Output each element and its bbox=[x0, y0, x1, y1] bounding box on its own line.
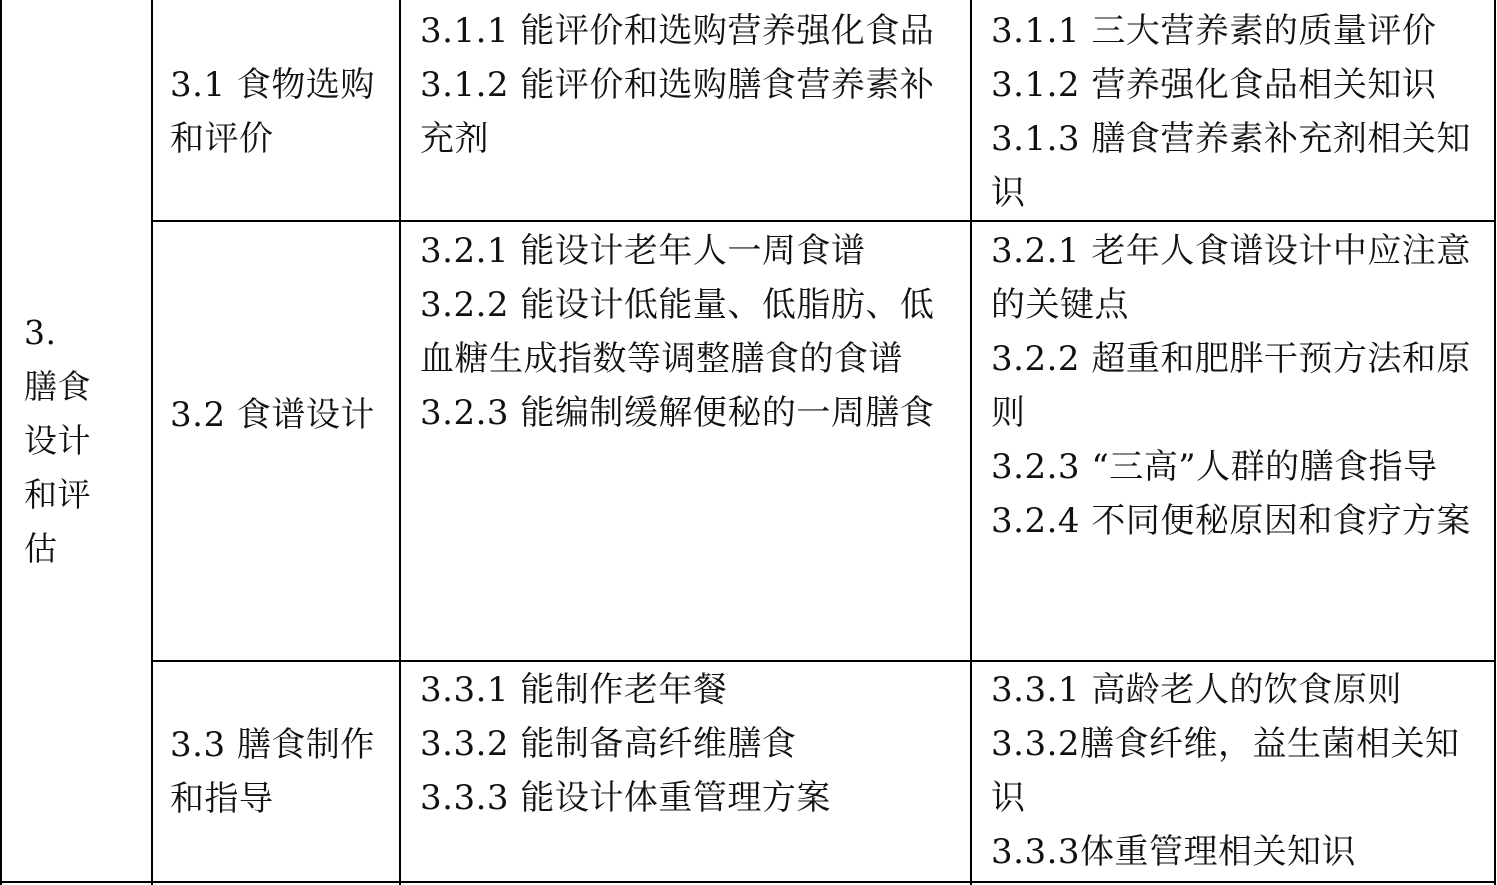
knowledge-item: 3.1.2 营养强化食品相关知识 bbox=[991, 65, 1437, 105]
table-border-left bbox=[0, 0, 2, 885]
section-title: 3.1 食物选购和评价 bbox=[170, 65, 375, 159]
skill-item: 3.1.2 能评价和选购膳食营养素补充剂 bbox=[420, 65, 935, 159]
knowledge-cell bbox=[991, 4, 1481, 220]
table-border-bottom bbox=[0, 881, 1496, 883]
skill-item: 3.3.3 能设计体重管理方案 bbox=[420, 778, 831, 818]
skill-item: 3.2.3 能编制缓解便秘的一周膳食 bbox=[420, 393, 935, 433]
category-cell bbox=[24, 306, 124, 576]
skill-item: 3.2.2 能设计低能量、低脂肪、低血糖生成指数等调整膳食的食谱 bbox=[420, 285, 935, 379]
row-divider-2 bbox=[151, 660, 1496, 662]
knowledge-item: 3.3.2膳食纤维，益生菌相关知识 bbox=[991, 724, 1460, 818]
skills-cell bbox=[420, 4, 955, 166]
knowledge-item: 3.1.1 三大营养素的质量评价 bbox=[991, 11, 1437, 51]
knowledge-item: 3.3.1 高龄老人的饮食原则 bbox=[991, 670, 1402, 710]
knowledge-item: 3.1.3 膳食营养素补充剂相关知识 bbox=[991, 119, 1471, 213]
skill-item: 3.2.1 能设计老年人一周食谱 bbox=[420, 231, 866, 271]
knowledge-cell bbox=[991, 663, 1481, 879]
category-line: 设计 bbox=[24, 421, 91, 460]
column-divider-2 bbox=[399, 0, 401, 885]
skills-cell bbox=[420, 663, 955, 825]
knowledge-item: 3.2.4 不同便秘原因和食疗方案 bbox=[991, 501, 1471, 541]
skill-item: 3.3.2 能制备高纤维膳食 bbox=[420, 724, 797, 764]
table-border-right bbox=[1494, 0, 1496, 885]
knowledge-item: 3.2.1 老年人食谱设计中应注意的关键点 bbox=[991, 231, 1471, 325]
row-divider-1 bbox=[151, 220, 1496, 222]
knowledge-item: 3.2.3 “三高”人群的膳食指导 bbox=[991, 447, 1438, 487]
column-divider-3 bbox=[970, 0, 972, 885]
knowledge-item: 3.2.2 超重和肥胖干预方法和原则 bbox=[991, 339, 1471, 433]
section-title: 3.2 食谱设计 bbox=[170, 395, 375, 435]
skill-item: 3.3.1 能制作老年餐 bbox=[420, 670, 728, 710]
skills-cell bbox=[420, 224, 955, 440]
knowledge-item: 3.3.3体重管理相关知识 bbox=[991, 832, 1357, 872]
section-cell bbox=[170, 718, 390, 826]
section-cell bbox=[170, 388, 390, 442]
category-line: 膳食 bbox=[24, 367, 91, 406]
category-line: 3. bbox=[24, 313, 57, 352]
knowledge-cell bbox=[991, 224, 1481, 548]
section-cell bbox=[170, 58, 390, 166]
category-line: 和评 bbox=[24, 475, 91, 514]
skill-item: 3.1.1 能评价和选购营养强化食品 bbox=[420, 11, 935, 51]
section-title: 3.3 膳食制作和指导 bbox=[170, 725, 375, 819]
category-line: 估 bbox=[24, 529, 58, 568]
column-divider-1 bbox=[151, 0, 153, 885]
